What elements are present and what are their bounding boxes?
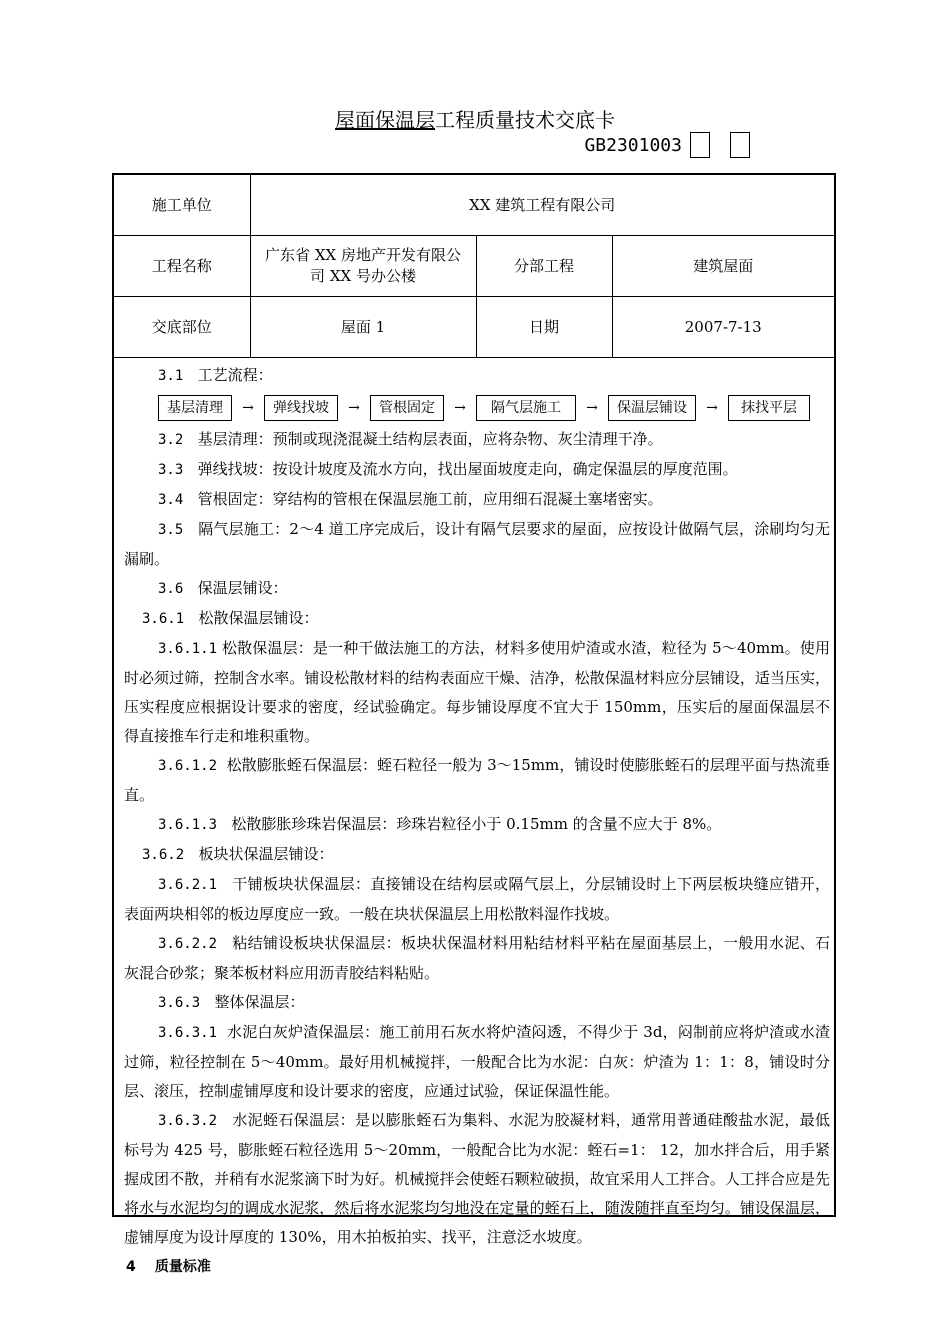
date-value: 2007-7-13 xyxy=(612,297,834,358)
section-3-6-2-1: 3.6.2.1 干铺板块状保温层：直接铺设在结构层或隔气层上，分层铺设时上下两层板块缝应错开，表面两块相邻的板边厚度应一致。一般在块状保温层上用松散料湿作找坡。 xyxy=(124,875,830,923)
document-code-line xyxy=(584,132,750,158)
flow-step: 弹线找坡 xyxy=(264,395,338,421)
page-title xyxy=(0,104,950,133)
title-underlined: 屋面保温层 xyxy=(335,108,435,132)
flow-step: 抹找平层 xyxy=(728,395,810,421)
arrow-right-icon: → xyxy=(586,399,598,416)
section-3-6-1-1: 3.6.1.1 松散保温层：是一种干做法施工的方法，材料多使用炉渣或水渣，粒径为 5～40mm。使用时必须过筛，控制含水率。铺设松散材料的结构表面应干燥、洁净，松散保温材料应分层铺设，适当压实，压实程度应根据设计要求的密度，经试验确定。每步铺设厚度不宜大于 150mm，压实后的屋面保温层不得直接推车行走和堆积重物。 xyxy=(124,639,830,745)
location-value: 屋面 1 xyxy=(250,297,476,358)
info-row-location xyxy=(114,297,834,358)
title-rest: 工程质量技术交底卡 xyxy=(435,108,615,132)
code-checkbox-2[interactable] xyxy=(730,132,750,158)
info-row-unit xyxy=(114,175,834,236)
process-flow xyxy=(158,391,830,425)
subproject-value: 建筑屋面 xyxy=(612,236,834,297)
document-code: GB2301003 xyxy=(584,134,682,156)
unit-label: 施工单位 xyxy=(114,175,250,236)
section-3-6-3-1: 3.6.3.1 水泥白灰炉渣保温层：施工前用石灰水将炉渣闷透，不得少于 3d，闷制前应将炉渣或水渣过筛，粒径控制在 5～40mm。最好用机械搅拌，一般配合比为水泥：白灰：炉渣为 1：1：8，铺设时分层、滚压，控制虚铺厚度和设计要求的密度，应通过试验，保证保温性能。 xyxy=(124,1023,831,1100)
project-label: 工程名称 xyxy=(114,236,250,297)
arrow-right-icon: → xyxy=(242,399,254,416)
document-frame xyxy=(112,173,836,1275)
subproject-label: 分部工程 xyxy=(476,236,612,297)
flow-step: 基层清理 xyxy=(158,395,232,421)
section-4: 4 质量标准 xyxy=(126,1259,211,1275)
section-3-6-1: 3.6.1 松散保温层铺设： xyxy=(142,609,319,627)
section-3-4: 3.4 管根固定：穿结构的管根在保温层施工前，应用细石混凝土塞堵密实。 xyxy=(158,490,663,508)
unit-value: XX 建筑工程有限公司 xyxy=(250,175,834,236)
section-3-6-1-3: 3.6.1.3 松散膨胀珍珠岩保温层：珍珠岩粒径小于 0.15mm 的含量不应大于 8%。 xyxy=(158,815,722,833)
section-3-6-2-2: 3.6.2.2 粘结铺设板块状保温层：板块状保温材料用粘结材料平粘在屋面基层上，一般用水泥、石灰混合砂浆；聚苯板材料应用沥青胶结料粘贴。 xyxy=(124,934,830,982)
arrow-right-icon: → xyxy=(454,399,466,416)
flow-step: 管根固定 xyxy=(370,395,444,421)
info-table xyxy=(114,175,834,358)
section-3-5: 3.5 隔气层施工：2～4 道工序完成后，设计有隔气层要求的屋面，应按设计做隔气层，涂刷均匀无漏刷。 xyxy=(124,520,830,568)
info-row-project xyxy=(114,236,834,297)
content-body xyxy=(124,361,830,1282)
section-3-6-3: 3.6.3 整体保温层： xyxy=(158,993,305,1011)
date-label: 日期 xyxy=(476,297,612,358)
arrow-right-icon: → xyxy=(706,399,718,416)
section-3-6: 3.6 保温层铺设： xyxy=(158,579,288,597)
flow-step: 隔气层施工 xyxy=(476,395,576,421)
section-3-6-1-2: 3.6.1.2 松散膨胀蛭石保温层：蛭石粒径一般为 3～15mm，铺设时使膨胀蛭石的层理平面与热流垂直。 xyxy=(124,756,830,804)
flow-step: 保温层铺设 xyxy=(608,395,696,421)
project-value: 广东省 XX 房地产开发有限公司 XX 号办公楼 xyxy=(250,236,476,297)
section-3-6-2: 3.6.2 板块状保温层铺设： xyxy=(142,845,334,863)
section-3-2: 3.2 基层清理：预制或现浇混凝土结构层表面，应将杂物、灰尘清理干净。 xyxy=(158,430,663,448)
section-3-6-3-2: 3.6.3.2 水泥蛭石保温层：是以膨胀蛭石为集料、水泥为胶凝材料，通常用普通硅酸盐水泥，最低标号为 425 号，膨胀蛭石粒径选用 5～20mm，一般配合比为水泥：蛭石=1： 12，加水拌合后，用手紧握成团不散，并稍有水泥浆滴下时为好。机械搅拌会使蛭石颗粒破损，故宜采用人工拌合。人工拌合应是先将水与水泥均匀的调成水泥浆，然后将水泥浆均匀地没在定量的蛭石上，随泼随拌直至均匀。铺设保温层，虚铺厚度为设计厚度的 130%，用木拍板拍实、找平，注意泛水坡度。 xyxy=(124,1111,830,1246)
code-checkbox-1[interactable] xyxy=(690,132,710,158)
location-label: 交底部位 xyxy=(114,297,250,358)
arrow-right-icon: → xyxy=(348,399,360,416)
section-3-1: 3.1 工艺流程： xyxy=(158,366,273,384)
section-3-3: 3.3 弹线找坡：按设计坡度及流水方向，找出屋面坡度走向，确定保温层的厚度范围。 xyxy=(158,460,738,478)
